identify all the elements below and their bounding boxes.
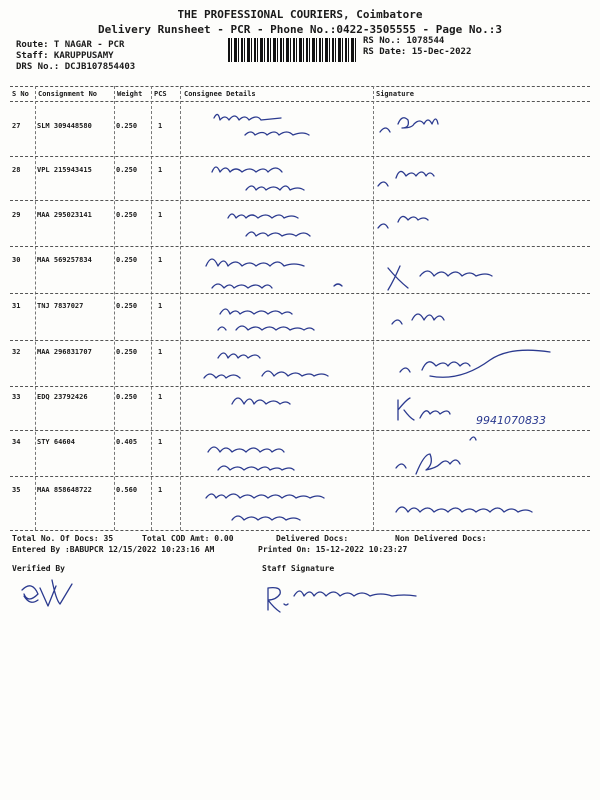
row-consignment: TNJ 7837027 <box>37 302 84 310</box>
row-weight: 0.405 <box>116 438 138 446</box>
row-weight: 0.250 <box>116 122 138 130</box>
row-consignment: MAA 858648722 <box>37 486 92 494</box>
col-header-weight: Weight <box>117 90 143 98</box>
staff-label: Staff: KARUPPUSAMY <box>16 51 114 61</box>
row-consignment: MAA 295023141 <box>37 211 92 219</box>
row-sno: 31 <box>12 302 21 310</box>
row-weight: 0.560 <box>116 486 138 494</box>
handwritten-signature-27 <box>380 118 438 132</box>
row-sno: 27 <box>12 122 21 130</box>
row-sno: 33 <box>12 393 21 401</box>
handwritten-consignee-34 <box>208 447 294 470</box>
handwritten-signature-34 <box>396 437 476 474</box>
row-weight: 0.250 <box>116 211 138 219</box>
handwritten-consignee-30 <box>206 259 342 288</box>
handwritten-consignee-33 <box>232 398 290 404</box>
col-header-pcs: PCS <box>154 90 167 98</box>
company-title: THE PROFESSIONAL COURIERS, Coimbatore <box>177 8 423 21</box>
handwritten-consignee-31 <box>218 309 314 330</box>
row-pcs: 1 <box>158 486 163 494</box>
row-pcs: 1 <box>158 348 163 356</box>
drs-number: DRS No.: DCJB107854403 <box>16 62 136 72</box>
rs-date: RS Date: 15-Dec-2022 <box>363 47 472 57</box>
total-cod: Total COD Amt: 0.00 <box>142 534 234 543</box>
handwritten-signature-32 <box>400 350 550 377</box>
col-header-consignee: Consignee Details <box>184 90 256 98</box>
handwritten-consignee-29 <box>228 214 310 236</box>
row-sno: 29 <box>12 211 21 219</box>
staff-signature-scribble <box>268 588 416 612</box>
row-consignment: MAA 569257834 <box>37 256 92 264</box>
row-weight: 0.250 <box>116 256 138 264</box>
handwritten-signature-35 <box>396 507 532 512</box>
staff-signature-label: Staff Signature <box>262 564 335 573</box>
row-sno: 32 <box>12 348 21 356</box>
handwritten-consignee-32 <box>204 353 328 378</box>
col-header-consignment: Consignment No <box>38 90 98 98</box>
row-pcs: 1 <box>158 302 163 310</box>
verified-by-initials <box>22 580 72 606</box>
col-header-signature: Signature <box>376 90 414 98</box>
handwritten-signature-30 <box>388 266 492 290</box>
col-header-sno: S No <box>12 90 29 98</box>
handwritten-signature-29 <box>378 216 428 228</box>
total-docs: Total No. Of Docs: 35 <box>12 534 114 543</box>
row-pcs: 1 <box>158 211 163 219</box>
handwritten-consignee-27 <box>214 114 309 135</box>
row-weight: 0.250 <box>116 348 138 356</box>
non-delivered-docs: Non Delivered Docs: <box>395 534 487 543</box>
row-pcs: 1 <box>158 122 163 130</box>
row-consignment: STY 64604 <box>37 438 75 446</box>
route-label: Route: T NAGAR - PCR <box>16 40 125 50</box>
row-pcs: 1 <box>158 166 163 174</box>
row-consignment: MAA 296831707 <box>37 348 92 356</box>
handwritten-signature-31 <box>392 314 444 324</box>
row-sno: 30 <box>12 256 21 264</box>
handwritten-signature-28 <box>378 171 434 186</box>
row-weight: 0.250 <box>116 166 138 174</box>
row-consignment: VPL 215943415 <box>37 166 92 174</box>
row-pcs: 1 <box>158 438 163 446</box>
row-pcs: 1 <box>158 256 163 264</box>
row-weight: 0.250 <box>116 302 138 310</box>
rs-number: RS No.: 1078544 <box>363 36 445 46</box>
handwritten-consignee-28 <box>212 167 304 190</box>
entered-by: Entered By :BABUPCR 12/15/2022 10:23:16 AM <box>12 545 215 554</box>
row-consignment: EDQ 23792426 <box>37 393 88 401</box>
row-sno: 34 <box>12 438 21 446</box>
row-consignment: SLM 309448580 <box>37 122 92 130</box>
printed-on: Printed On: 15-12-2022 10:23:27 <box>258 545 408 554</box>
handwritten-consignee-35 <box>206 494 324 520</box>
row-sno: 28 <box>12 166 21 174</box>
row-pcs: 1 <box>158 393 163 401</box>
handwritten-signature-33 <box>398 398 450 420</box>
verified-by-label: Verified By <box>12 564 65 573</box>
handwritten-phone-number: 9941070833 <box>476 414 546 427</box>
row-sno: 35 <box>12 486 21 494</box>
row-weight: 0.250 <box>116 393 138 401</box>
runsheet-subtitle: Delivery Runsheet - PCR - Phone No.:0422-3505555 - Page No.:3 <box>98 23 502 36</box>
delivered-docs: Delivered Docs: <box>276 534 349 543</box>
